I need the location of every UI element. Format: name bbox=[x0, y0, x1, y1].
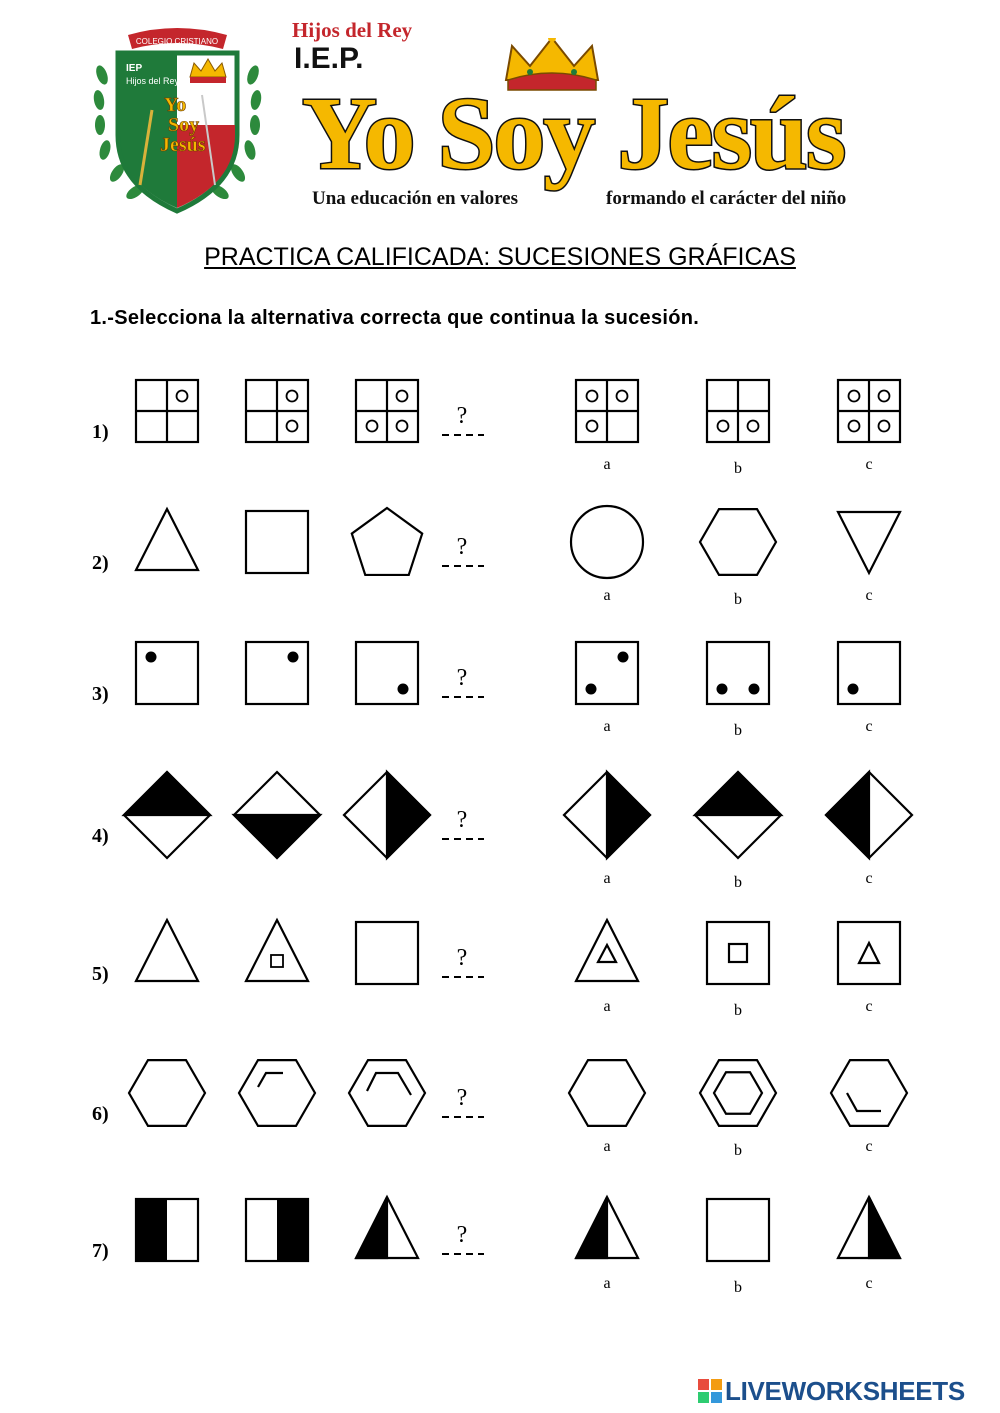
option-a[interactable] bbox=[576, 380, 638, 473]
problem-number: 1) bbox=[92, 421, 109, 443]
option-label: b bbox=[734, 874, 742, 891]
problem-number: 2) bbox=[92, 552, 109, 574]
sequence-figure-triangle bbox=[136, 920, 198, 981]
option-label: c bbox=[865, 1138, 873, 1155]
crest-iep-text: IEP bbox=[126, 63, 143, 74]
sequence-figure-square-dot-br bbox=[356, 642, 418, 704]
option-label: b bbox=[734, 1002, 742, 1019]
tagline-left: Una educación en valores bbox=[312, 188, 519, 209]
option-label: b bbox=[734, 722, 742, 739]
option-c[interactable] bbox=[838, 1197, 900, 1292]
sequence-figure-square-dot-tr bbox=[246, 642, 308, 704]
option-label: b bbox=[734, 591, 742, 608]
question-mark: ? bbox=[456, 807, 468, 833]
option-b[interactable] bbox=[695, 772, 781, 891]
option-label: c bbox=[865, 718, 873, 735]
watermark-text: LIVEWORKSHEETS bbox=[725, 1376, 965, 1406]
option-label: c bbox=[865, 587, 873, 604]
crest-soy-text: Soy bbox=[168, 114, 200, 136]
sequence-figure-hexagon-one-inner-stroke bbox=[239, 1060, 315, 1126]
crest-banner-text: COLEGIO CRISTIANO bbox=[135, 37, 219, 46]
option-a[interactable] bbox=[576, 920, 638, 1015]
problem-row bbox=[92, 1197, 900, 1296]
question-mark: ? bbox=[456, 945, 468, 971]
problem-row bbox=[92, 642, 900, 739]
option-label: c bbox=[865, 870, 873, 887]
option-a[interactable] bbox=[576, 642, 638, 735]
problem-row bbox=[92, 920, 900, 1019]
brand-main-text: Yo Soy Jesús bbox=[302, 76, 845, 191]
sequence-figure-triangle-with-square bbox=[246, 920, 308, 981]
option-b[interactable] bbox=[700, 509, 776, 608]
option-label: c bbox=[865, 998, 873, 1015]
sequence-figure-grid-circles-tr-bl-br bbox=[356, 380, 418, 442]
option-b[interactable] bbox=[700, 1060, 776, 1159]
sequence-figure-square bbox=[356, 922, 418, 984]
crest-hijos-text: Hijos del Rey bbox=[126, 76, 180, 86]
option-label: b bbox=[734, 1142, 742, 1159]
sequence-figure-diamond-right-black bbox=[344, 772, 430, 858]
option-label: c bbox=[865, 1275, 873, 1292]
header bbox=[0, 0, 1000, 240]
option-label: a bbox=[603, 587, 611, 604]
option-a[interactable] bbox=[571, 506, 643, 604]
tagline-right: formando el carácter del niño bbox=[606, 188, 847, 209]
sequence-figure-square-dot-tl bbox=[136, 642, 198, 704]
sequence-figure-square bbox=[246, 511, 308, 573]
option-label: b bbox=[734, 1279, 742, 1296]
option-label: c bbox=[865, 456, 873, 473]
option-c[interactable] bbox=[838, 512, 900, 604]
question-mark: ? bbox=[456, 665, 468, 691]
problem-row bbox=[92, 380, 900, 477]
option-c[interactable] bbox=[838, 922, 900, 1015]
problem-number: 5) bbox=[92, 963, 109, 985]
question-mark: ? bbox=[456, 534, 468, 560]
problem-number: 7) bbox=[92, 1240, 109, 1262]
sequence-figure-grid-circles-tr-br bbox=[246, 380, 308, 442]
sequence-figure-square-right-black bbox=[246, 1199, 308, 1261]
sequence-figure-hexagon-two-inner-strokes bbox=[349, 1060, 425, 1126]
problem-number: 6) bbox=[92, 1103, 109, 1125]
page-title: PRACTICA CALIFICADA: SUCESIONES GRÁFICAS bbox=[204, 243, 796, 271]
brand-wordmark bbox=[290, 38, 910, 208]
problem-row bbox=[92, 506, 900, 608]
option-c[interactable] bbox=[838, 380, 900, 473]
option-a[interactable] bbox=[569, 1060, 645, 1155]
option-b[interactable] bbox=[707, 380, 769, 477]
option-c[interactable] bbox=[826, 772, 912, 887]
option-a[interactable] bbox=[576, 1197, 638, 1292]
option-label: a bbox=[603, 870, 611, 887]
problem-number: 4) bbox=[92, 825, 109, 847]
crest-jesus-text: Jesús bbox=[160, 134, 206, 156]
sequence-problems bbox=[0, 340, 1000, 1320]
crest-yo-text: Yo bbox=[164, 94, 187, 116]
option-b[interactable] bbox=[707, 922, 769, 1019]
option-a[interactable] bbox=[564, 772, 650, 887]
question-mark: ? bbox=[456, 1085, 468, 1111]
brand-small-text: Hijos del Rey bbox=[292, 18, 413, 42]
question-mark: ? bbox=[456, 403, 468, 429]
sequence-figure-diamond-bottom-black bbox=[234, 772, 320, 858]
option-label: a bbox=[603, 1138, 611, 1155]
instruction-text: 1.-Selecciona la alternativa correcta que continua la sucesión. bbox=[90, 307, 700, 329]
option-b[interactable] bbox=[707, 1199, 769, 1296]
sequence-figure-grid-circle-tr bbox=[136, 380, 198, 442]
option-label: a bbox=[603, 998, 611, 1015]
sequence-figure-triangle bbox=[136, 509, 198, 570]
sequence-figure-square-left-black bbox=[136, 1199, 198, 1261]
option-label: b bbox=[734, 460, 742, 477]
option-b[interactable] bbox=[707, 642, 769, 739]
question-mark: ? bbox=[456, 1222, 468, 1248]
option-label: a bbox=[603, 718, 611, 735]
problem-number: 3) bbox=[92, 683, 109, 705]
sequence-figure-triangle-left-black bbox=[356, 1197, 418, 1258]
problem-row bbox=[92, 1060, 907, 1159]
option-label: a bbox=[603, 1275, 611, 1292]
option-c[interactable] bbox=[831, 1060, 907, 1155]
brand-iep-text: I.E.P. bbox=[294, 42, 364, 75]
sequence-figure-pentagon bbox=[352, 508, 422, 575]
option-c[interactable] bbox=[838, 642, 900, 735]
problem-row bbox=[92, 772, 912, 891]
option-label: a bbox=[603, 456, 611, 473]
sequence-figure-diamond-top-black bbox=[124, 772, 210, 858]
sequence-figure-hexagon bbox=[129, 1060, 205, 1126]
school-crest-logo bbox=[90, 15, 265, 225]
